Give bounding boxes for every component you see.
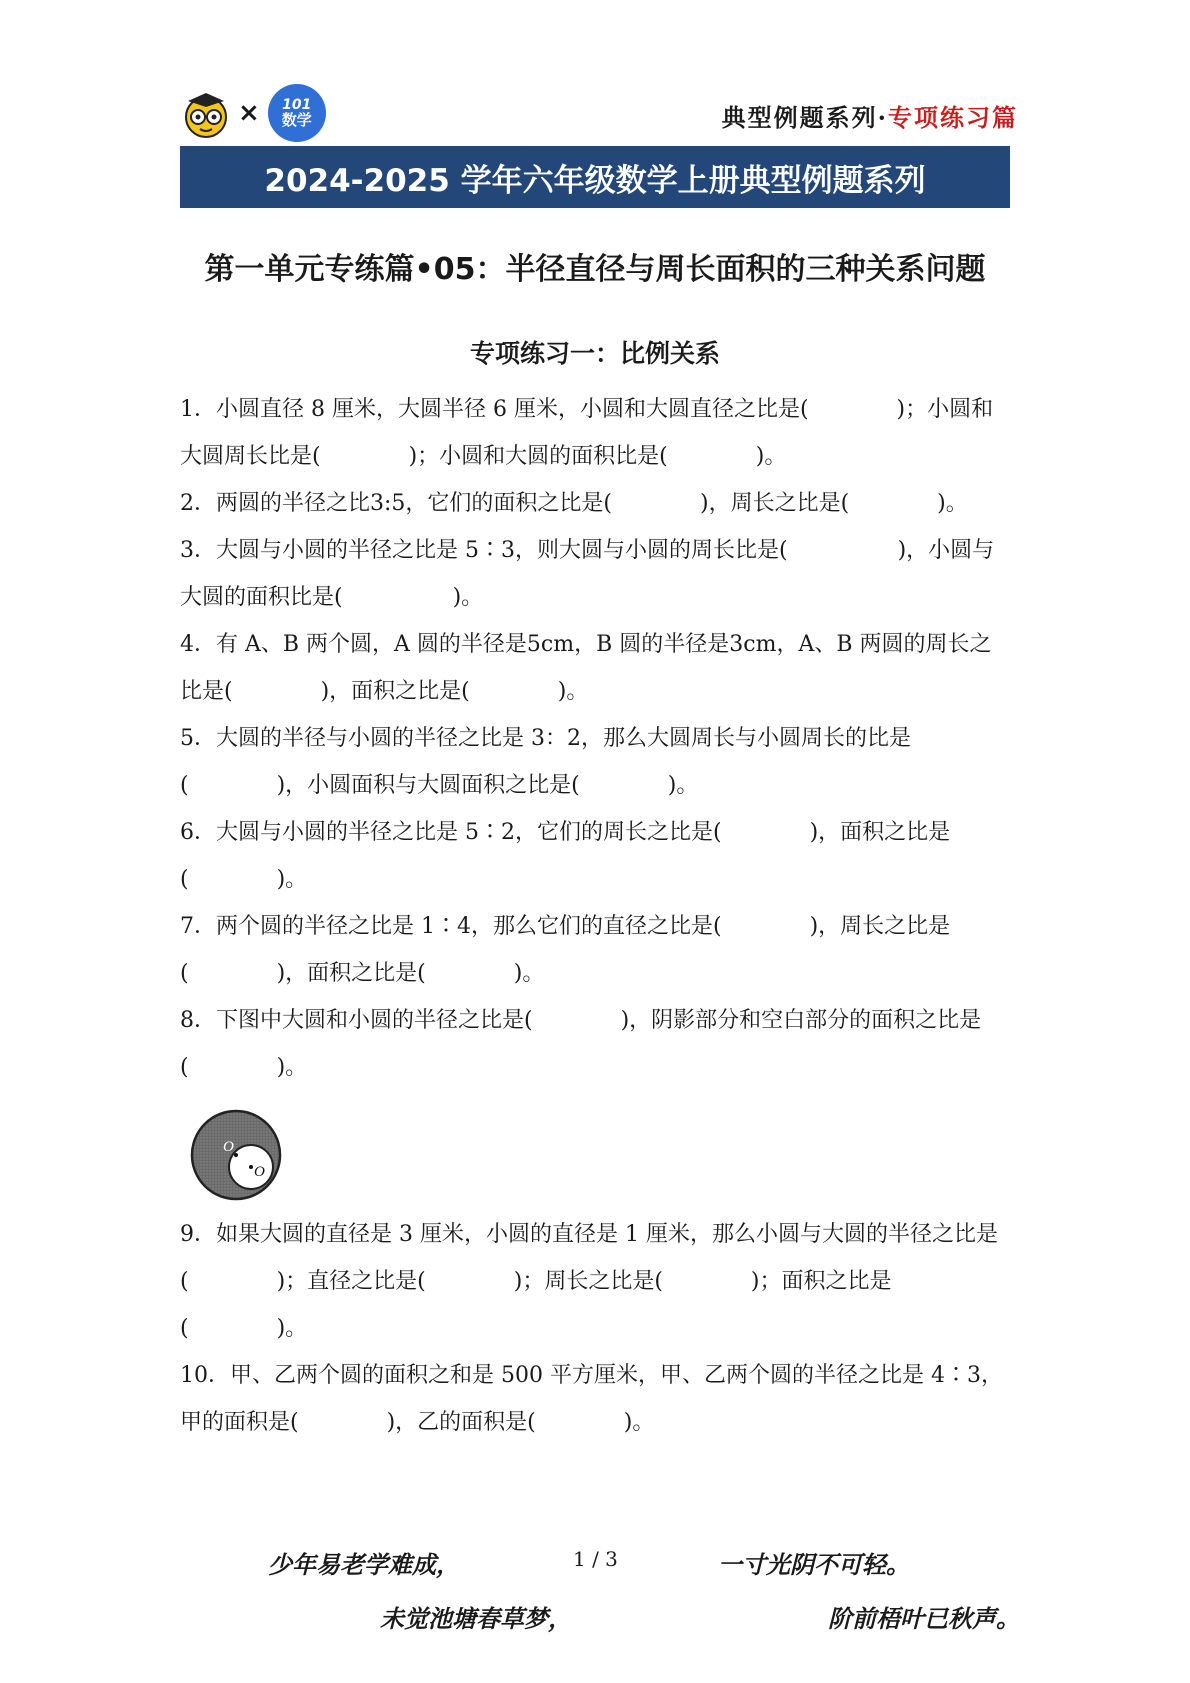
question-3: 3．大圆与小圆的半径之比是 5∶3，则大圆与小圆的周长比是( )，小圆与大圆的面积比是( )。	[180, 538, 995, 610]
math101-logo-icon	[268, 84, 326, 142]
label-small-center: O	[254, 1164, 265, 1180]
section-title: 专项练习一：比例关系	[469, 339, 720, 368]
question-7: 7．两个圆的半径之比是 1∶4，那么它们的直径之比是( )，周长之比是( )，面积之比是( )。	[180, 914, 951, 986]
logo-text-bottom: 数学	[281, 110, 312, 129]
poem-line2-right: 阶前梧叶已秋声。	[828, 1604, 1020, 1633]
question-6: 6．大圆与小圆的半径之比是 5∶2，它们的周长之比是( )，面积之比是( )。	[180, 820, 951, 892]
circles-figure	[188, 1107, 288, 1203]
logo-text-top: 101	[282, 96, 312, 113]
series-title	[722, 98, 1018, 133]
unit-title: 第一单元专练篇•05：半径直径与周长面积的三种关系问题	[204, 252, 986, 287]
question-9: 9．如果大圆的直径是 3 厘米，小圆的直径是 1 厘米，那么小圆与大圆的半径之比是( )；直径之比是( )；周长之比是( )；面积之比是( )。	[180, 1222, 998, 1341]
footer-poem	[0, 1525, 1190, 1645]
page-number: 1 / 3	[573, 1547, 618, 1571]
question-1: 1．小圆直径 8 厘米，大圆半径 6 厘米，小圆和大圆直径之比是( )；小圆和大圆周长比是( )；小圆和大圆的面积比是( )。	[180, 397, 994, 469]
mascot-icon	[180, 87, 232, 139]
poem-line2-left: 未觉池塘春草梦，	[380, 1604, 572, 1633]
question-list	[180, 386, 1010, 1446]
times-sign: ×	[238, 98, 260, 128]
question-8: 8．下图中大圆和小圆的半径之比是( )，阴影部分和空白部分的面积之比是( )。	[180, 1008, 982, 1080]
question-4: 4．有 A、B 两个圆，A 圆的半径是5cm，B 圆的半径是3cm，A、B 两圆的周长之比是( )，面积之比是( )。	[180, 632, 992, 704]
question-2: 2．两圆的半径之比3:5，它们的面积之比是( )，周长之比是( )。	[180, 491, 968, 516]
banner-title: 2024-2025 学年六年级数学上册典型例题系列	[180, 146, 1010, 208]
poem-line1-right: 一寸光阴不可轻。	[718, 1550, 910, 1579]
series-black: 典型例题系列·	[721, 103, 888, 132]
series-red: 专项练习篇	[888, 103, 1018, 132]
label-big-center: O	[223, 1139, 234, 1155]
poem-line1-left: 少年易老学难成，	[268, 1550, 460, 1579]
brand-logos	[180, 82, 326, 144]
question-10: 10．甲、乙两个圆的面积之和是 500 平方厘米，甲、乙两个圆的半径之比是 4∶3，甲的面积是( )，乙的面积是( )。	[180, 1363, 1003, 1435]
question-5: 5．大圆的半径与小圆的半径之比是 3：2，那么大圆周长与小圆周长的比是( )，小圆面积与大圆面积之比是( )。	[180, 726, 911, 798]
